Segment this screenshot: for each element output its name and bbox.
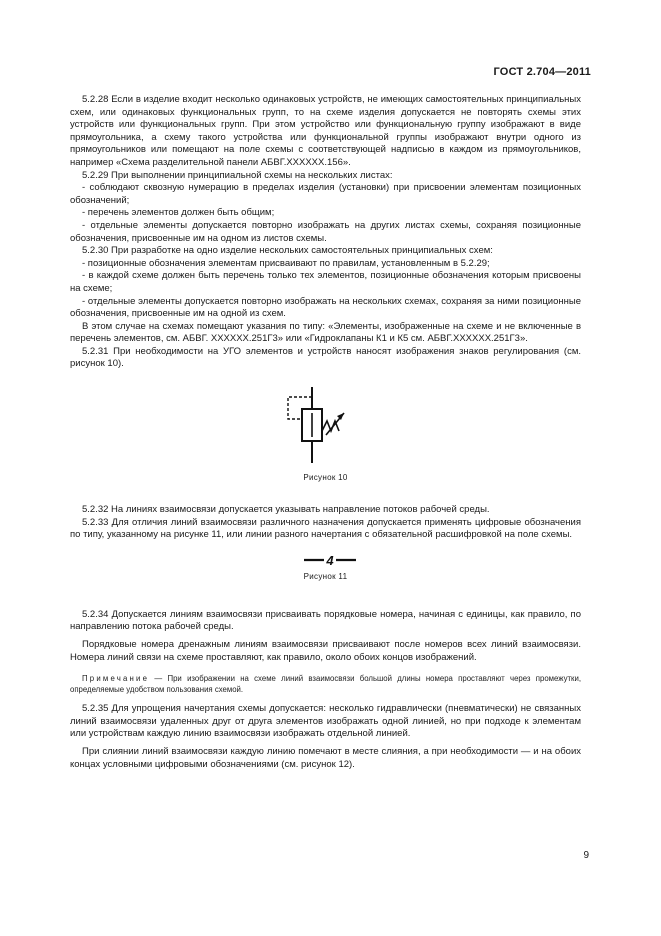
list-item: - отдельные элементы допускается повторно изображать на нескольких схемах, сохраняя за ними позиционные обозначения, присвоенные им на одной из схем. bbox=[70, 295, 581, 320]
page-header: ГОСТ 2.704—2011 bbox=[493, 66, 591, 78]
paragraph: 5.2.28 Если в изделие входит несколько одинаковых устройств, не имеющих самостоятельных принципиальных схем, или одинаковых функциональных групп, то на схеме изделия допускается не повторять схемы этих устройств или функциональных групп. При этом устройство или функциональную группу изображают в виде прямоугольника, а схему такого устройства или функциональной группы изображают внутри одного из прямоугольников или помещают на поле схемы с соответствующей надписью в каждом из прямоугольников, например «Схема разделительной панели АБВГ.XXXXXX.156». bbox=[70, 94, 581, 168]
page-content bbox=[70, 94, 581, 771]
figure-10 bbox=[70, 379, 581, 475]
note-label: Примечание bbox=[82, 674, 150, 684]
paragraph: 5.2.35 Для упрощения начертания схемы допускается: несколько гидравлически (пневматически) не связанных линий взаимосвязи удаленных друг от друга элементов изображать одной линией, но при подходе к элементам или устройствам каждую линию взаимосвязи изображать отдельной линией. bbox=[70, 703, 581, 740]
section-5-2-34 bbox=[70, 609, 581, 664]
paragraph: 5.2.32 На линиях взаимосвязи допускается указывать направление потоков рабочей среды. bbox=[82, 504, 490, 516]
list-item: - отдельные элементы допускается повторно изображать на других листах схемы, сохраняя позиционные обозначения, присвоенные им на одном из листов схемы. bbox=[70, 219, 581, 244]
paragraph: 5.2.33 Для отличия линий взаимосвязи различного назначения допускается применять цифровые обозначения по типу, указанному на рисунке 11, или линии разного начертания с обязательной расшифровкой на поле схемы. bbox=[70, 516, 581, 541]
paragraph: 5.2.31 При необходимости на УГО элементов и устройств наносят изображения знаков регулирования (см. рисунок 10). bbox=[70, 345, 581, 370]
numbered-line-symbol bbox=[302, 552, 358, 568]
line-number-label: 4 bbox=[326, 552, 334, 568]
list-item: - в каждой схеме должен быть перечень только тех элементов, позиционные обозначения которым присвоены на схеме; bbox=[70, 270, 581, 294]
note bbox=[70, 673, 581, 695]
adjustable-valve-symbol bbox=[282, 385, 362, 465]
paragraph: 5.2.34 Допускается линиям взаимосвязи присваивать порядковые номера, начиная с единицы, как правило, по направлению потока рабочей среды. bbox=[70, 608, 581, 633]
figure-11-caption: Рисунок 11 bbox=[303, 571, 348, 581]
list-item: - соблюдают сквозную нумерацию в пределах изделия (установки) при присвоении элементам позиционных обозначений; bbox=[70, 182, 581, 206]
section-5-2-32-to-33 bbox=[70, 504, 581, 542]
paragraph: 5.2.30 При разработке на одно изделие нескольких самостоятельных принципиальных схем: bbox=[82, 245, 493, 257]
list-item: - перечень элементов должен быть общим; bbox=[82, 207, 275, 219]
page-number: 9 bbox=[583, 850, 589, 861]
figure-10-caption: Рисунок 10 bbox=[303, 473, 348, 483]
paragraph: Порядковые номера дренажным линиям взаимосвязи присваивают после номеров всех линий взаимосвязи. Номера линий связи на схеме проставляют, как правило, около обоих концов изображений. bbox=[70, 639, 581, 663]
paragraph: 5.2.29 При выполнении принципиальной схемы на нескольких листах: bbox=[82, 169, 393, 181]
note-text: — При изображении на схеме линий взаимосвязи большой длины номера проставляют через промежутки, определяемые удобством пользования схемой. bbox=[70, 674, 581, 695]
paragraph: В этом случае на схемах помещают указания по типу: «Элементы, изображенные на схеме и не включенные в перечень элементов, см. АБВГ. XXXXXX.251Г3» или «Гидроклапаны К1 и К5 см. АБВГ.XXXXXX.251Г3». bbox=[70, 320, 581, 345]
section-5-2-28-to-31 bbox=[70, 94, 581, 371]
section-5-2-35 bbox=[70, 703, 581, 771]
list-item: - позиционные обозначения элементам присваивают по правилам, установленным в 5.2.29; bbox=[82, 257, 490, 269]
paragraph: При слиянии линий взаимосвязи каждую линию помечают в месте слияния, а при необходимости — и на обоих концах условными цифровыми обозначениями (см. рисунок 12). bbox=[70, 746, 581, 770]
figure-11 bbox=[70, 548, 581, 572]
